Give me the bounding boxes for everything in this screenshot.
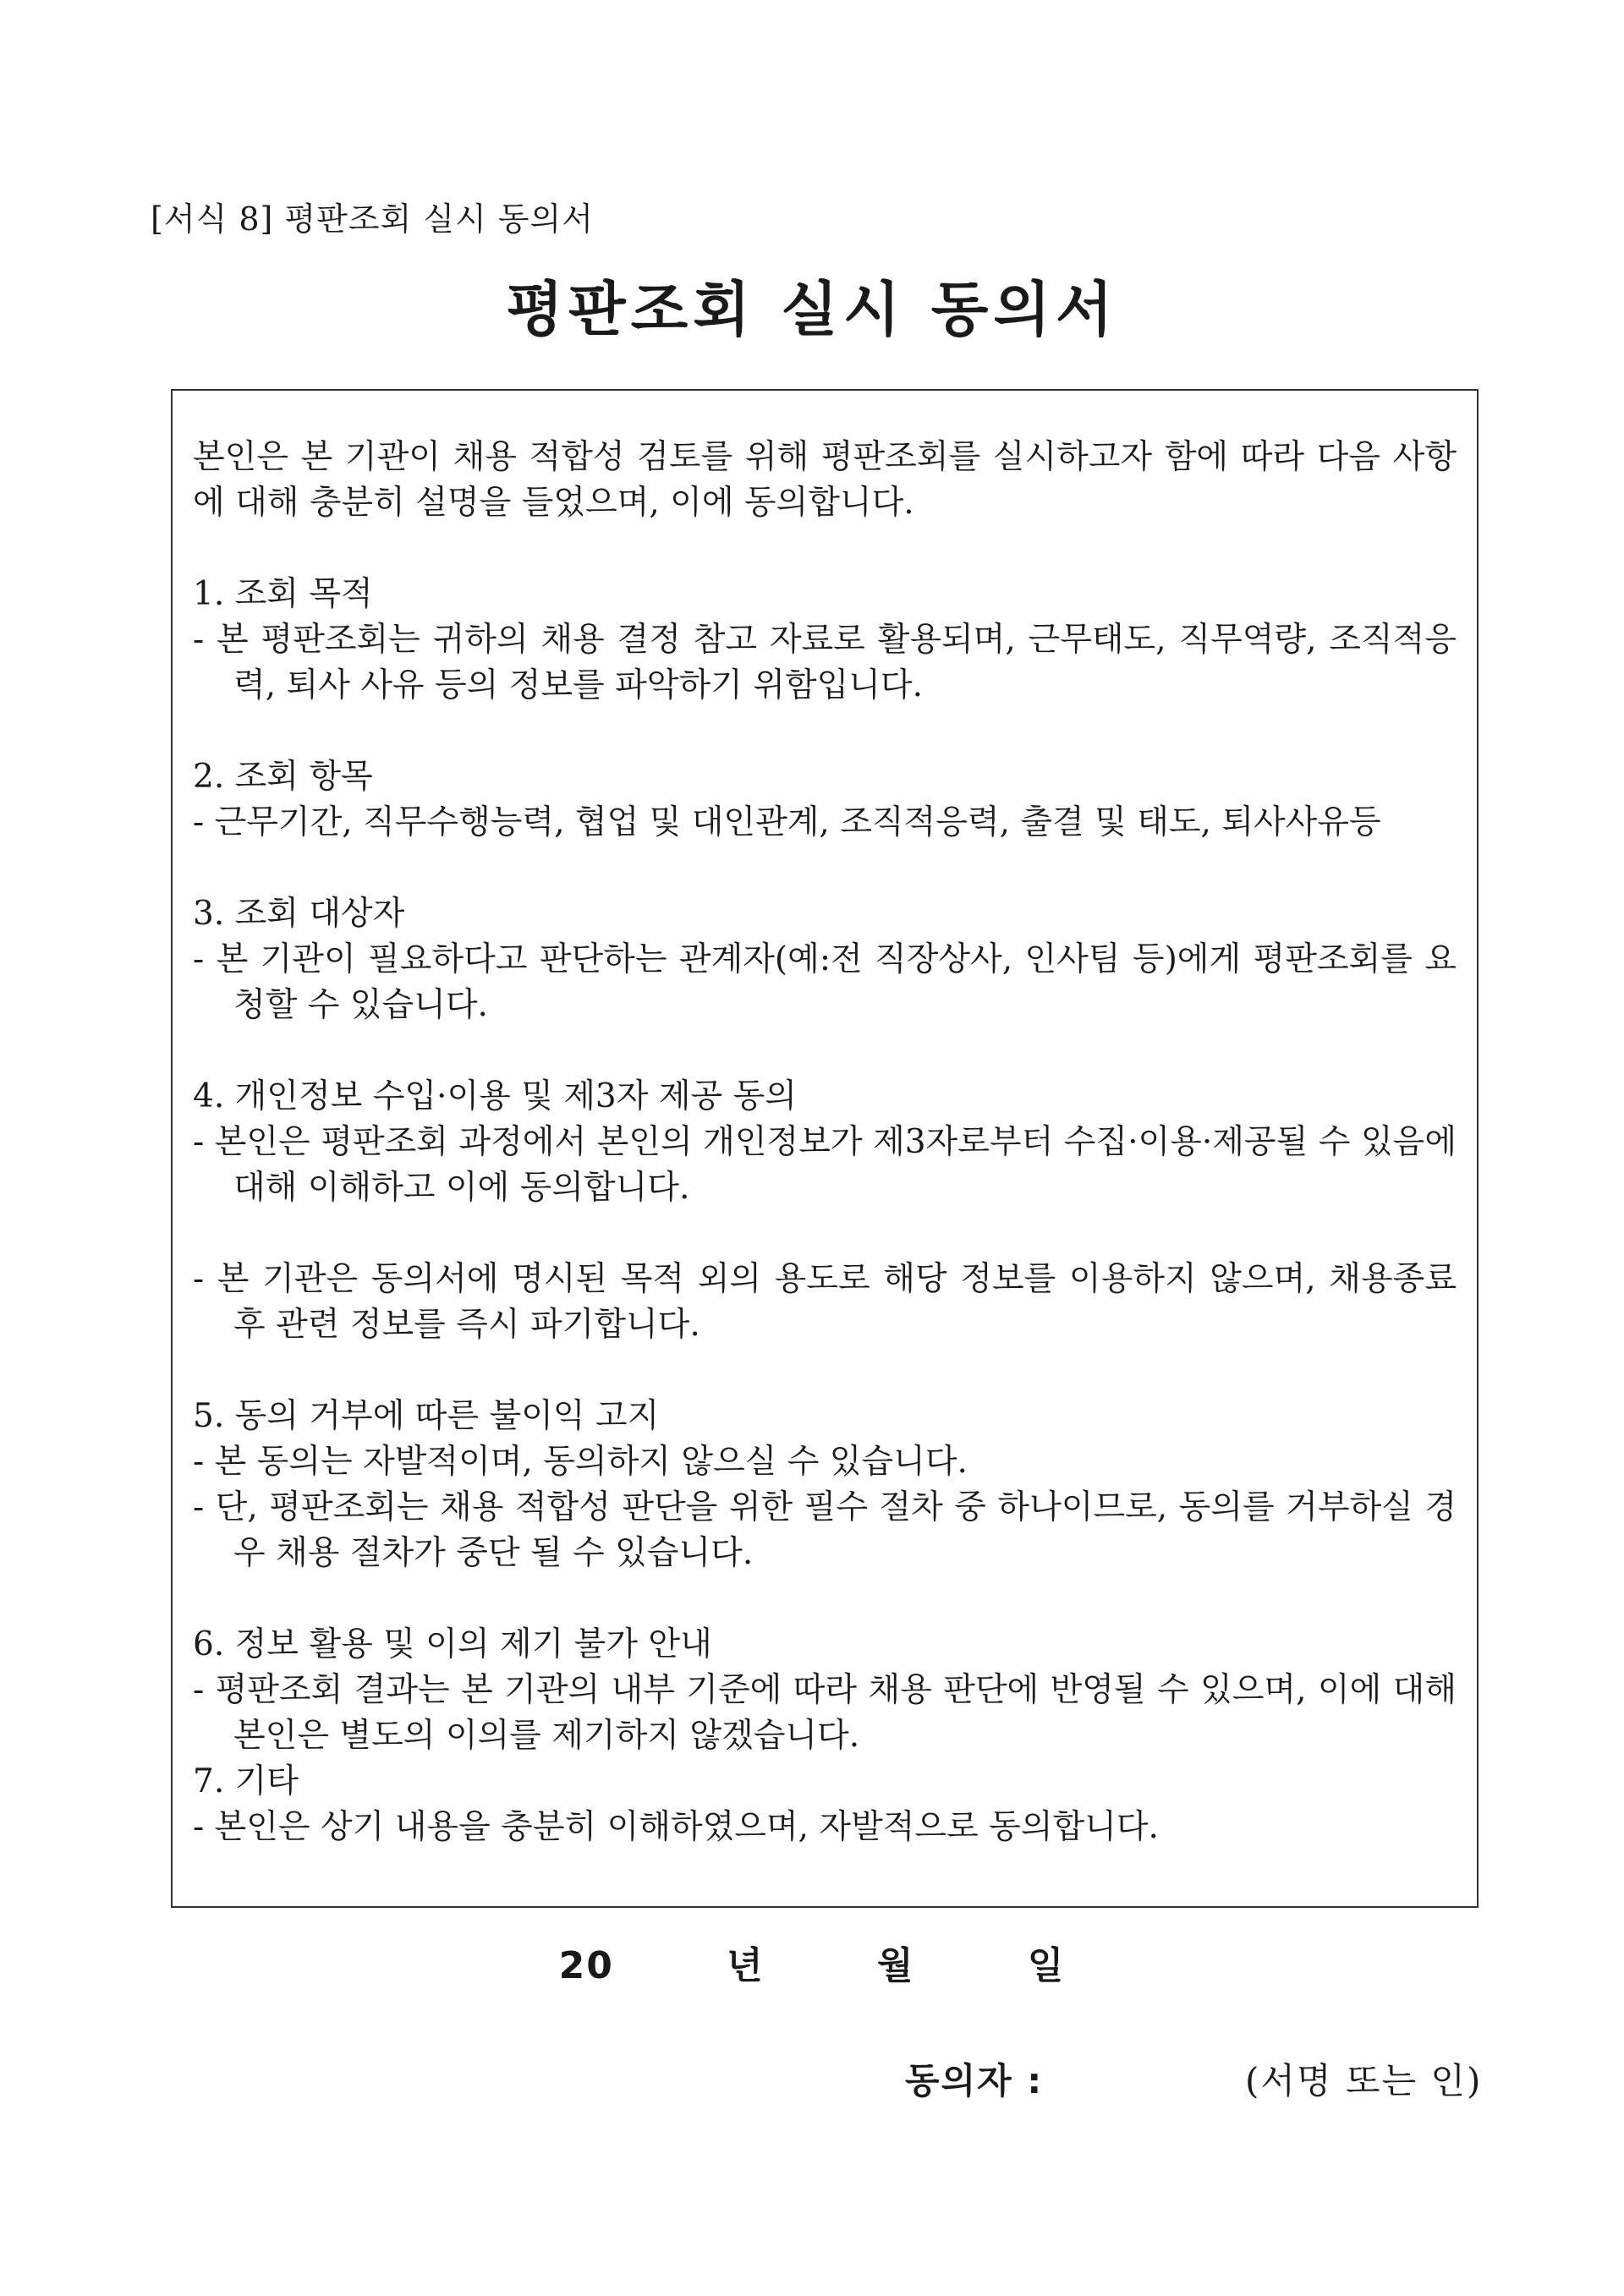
date-day-label: 일	[1027, 1944, 1066, 1987]
section-heading: 7. 기타	[193, 1762, 299, 1800]
section-heading: 3. 조회 대상자	[193, 895, 405, 933]
date-line	[0, 1935, 1624, 1989]
form-number-label: [서식 8] 평판조회 실시 동의서	[151, 200, 594, 238]
section-targets	[193, 891, 1457, 1028]
date-year-prefix: 20	[558, 1944, 614, 1987]
section-bullet: - 본인은 상기 내용을 충분히 이해하였으며, 자발적으로 동의합니다.	[193, 1808, 1159, 1846]
section-heading: 5. 동의 거부에 따른 불이익 고지	[193, 1397, 660, 1435]
section-heading: 1. 조회 목적	[193, 575, 373, 613]
section-privacy	[193, 1074, 1457, 1348]
date-month-label: 월	[877, 1944, 915, 1987]
document-title: 평판조회 실시 동의서	[506, 275, 1118, 344]
section-bullet: - 본인은 평판조회 과정에서 본인의 개인정보가 제3자로부터 수집·이용·제공될 수 있음에 대해 이해하고 이에 동의합니다.	[193, 1123, 1457, 1207]
section-heading: 4. 개인정보 수입·이용 및 제3자 제공 동의	[193, 1077, 797, 1115]
section-bullet: - 본 평판조회는 귀하의 채용 결정 참고 자료로 활용되며, 근무태도, 직무역량, 조직적응력, 퇴사 사유 등의 정보를 파악하기 위함입니다.	[193, 621, 1457, 704]
section-bullet: - 본 기관이 필요하다고 판단하는 관계자(예:전 직장상사, 인사팀 등)에게 평판조회를 요청할 수 있습니다.	[193, 940, 1457, 1024]
section-usage-notice	[193, 1622, 1457, 1759]
consenter-label: 동의자 :	[905, 2060, 1044, 2101]
section-bullet: - 단, 평판조회는 채용 적합성 판단을 위한 필수 절차 중 하나이므로, 동의를 거부하실 경우 채용 절차가 중단 될 수 있습니다.	[193, 1488, 1457, 1572]
section-purpose	[193, 572, 1457, 709]
section-refusal	[193, 1394, 1457, 1576]
section-heading: 6. 정보 활용 및 이의 제기 불가 안내	[193, 1625, 712, 1663]
section-heading: 2. 조회 항목	[193, 758, 373, 796]
date-year-label: 년	[727, 1944, 765, 1987]
intro-paragraph: 본인은 본 기관이 채용 적합성 검토를 위해 평판조회를 실시하고자 함에 따라 다음 사항에 대해 충분히 설명을 들었으며, 이에 동의합니다.	[193, 438, 1457, 522]
section-other	[193, 1759, 1457, 1850]
section-bullet: - 본 기관은 동의서에 명시된 목적 외의 용도로 해당 정보를 이용하지 않으며, 채용종료 후 관련 정보를 즉시 파기합니다.	[193, 1260, 1457, 1344]
section-bullet: - 본 동의는 자발적이며, 동의하지 않으실 수 있습니다.	[193, 1443, 968, 1481]
signature-label: (서명 또는 인)	[1245, 2060, 1483, 2101]
section-bullet: - 평판조회 결과는 본 기관의 내부 기준에 따라 채용 판단에 반영될 수 있으며, 이에 대해 본인은 별도의 이의를 제기하지 않겠습니다.	[193, 1671, 1457, 1755]
section-bullet: - 근무기간, 직무수행능력, 협업 및 대인관계, 조직적응력, 출결 및 태도, 퇴사사유등	[193, 803, 1381, 841]
section-items	[193, 754, 1457, 846]
consent-content-box	[171, 389, 1479, 1908]
